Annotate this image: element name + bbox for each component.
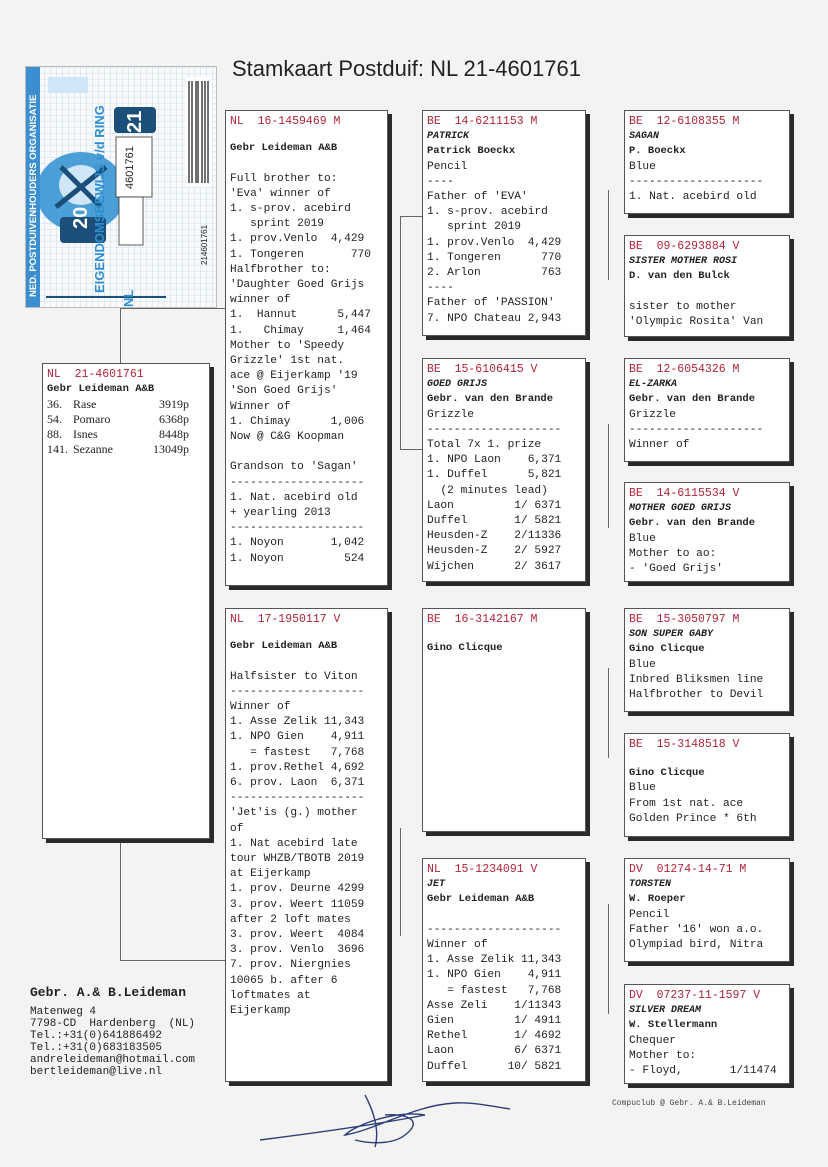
mmf-owner: W. Roeper (629, 893, 686, 906)
card-line: Olympiad bird, Nitra (629, 939, 764, 952)
card-line: 3. prov. Weert 11059 (230, 898, 365, 911)
card-line: 7. NPO Chateau 2,943 (427, 312, 562, 325)
card-line: Full brother to: (230, 172, 338, 185)
card-line: 1. Hannut 5,447 (230, 309, 371, 322)
main-results (47, 397, 205, 457)
card-line: Laon 6/ 6371 (427, 1045, 562, 1058)
result-place: 54. (47, 412, 62, 427)
card-line: -------------------- (230, 792, 365, 805)
card-line: 10065 b. after 6 (230, 974, 338, 987)
card-line: = fastest 7,768 (427, 984, 562, 997)
card-line: Halfbrother to Devil (629, 689, 764, 702)
card-line: 'Jet'is (g.) mother (230, 807, 358, 820)
main-card (42, 363, 210, 839)
ring-certificate (25, 66, 217, 308)
card-line: 1. Duffel 5,821 (427, 469, 562, 482)
org-name: NED. POSTDUIVENHOUDERS ORGANISATIE (28, 94, 39, 297)
mff-ring: BE 15-3050797 M (629, 613, 740, 626)
card-line: Eijerkamp (230, 1005, 291, 1018)
fmf-card (624, 358, 790, 462)
connector-mother (120, 840, 225, 961)
ffm-lines (629, 285, 785, 331)
fmm-lines (629, 532, 785, 578)
card-line: (2 minutes lead) (427, 484, 548, 497)
card-line: Blue (629, 532, 656, 545)
mmm-name: SILVER DREAM (629, 1005, 702, 1017)
card-line: 1. Noyon 1,042 (230, 537, 365, 550)
card-line: -------------------- (230, 476, 365, 489)
card-line: 1. Tongeren 770 (230, 248, 371, 261)
card-line: Chequer (629, 1034, 676, 1047)
card-line: -------------------- (629, 423, 764, 436)
fmf-ring: BE 12-6054326 M (629, 363, 740, 376)
result-race: Pomaro (73, 412, 111, 427)
card-line: Asse Zeli 1/11343 (427, 999, 562, 1012)
mother-card (225, 608, 388, 1082)
card-line: 'Olympic Rosita' Van (629, 316, 764, 329)
card-line: Mother to 'Speedy (230, 339, 345, 352)
mf-owner: Gino Clicque (427, 642, 503, 655)
ffm-card (624, 235, 790, 337)
mmm-owner: W. Stellermann (629, 1019, 718, 1032)
barcode-number: 214601761 (200, 224, 209, 265)
mother-owner: Gebr Leideman A&B (230, 640, 338, 653)
card-line: Duffel 1/ 5821 (427, 515, 562, 528)
card-line: Gien 1/ 4911 (427, 1015, 562, 1028)
mff-owner: Gino Clicque (629, 643, 705, 656)
page-title: Stamkaart Postduif: NL 21-4601761 (232, 56, 581, 81)
result-race: Rase (73, 397, 97, 412)
card-line: 1. NPO Gien 4,911 (427, 969, 562, 982)
connector-mother-parents (400, 828, 423, 936)
card-line: Halfbrother to: (230, 263, 331, 276)
mmf-name: TORSTEN (629, 879, 672, 891)
connector-fm (608, 424, 625, 528)
ffm-owner: D. van den Bulck (629, 270, 730, 283)
fff-lines (629, 160, 785, 206)
card-line: ---- (427, 282, 454, 295)
connector-ff (608, 190, 625, 280)
mmm-lines (629, 1034, 785, 1080)
mmf-card (624, 858, 790, 962)
card-line: = fastest 7,768 (230, 746, 365, 759)
mfm-owner: Gino Clicque (629, 767, 705, 780)
father-lines (230, 156, 383, 566)
certificate-graphic (26, 67, 216, 307)
card-line: 6. prov. Laon 6,371 (230, 777, 365, 790)
card-line: 3. prov. Weert 4084 (230, 929, 365, 942)
fm-ring: BE 15-6106415 V (427, 363, 538, 376)
result-row (47, 397, 205, 412)
ring-heading: EIGENDOMSBEWIJS v/d RING (92, 105, 107, 293)
connector-mf (608, 668, 625, 758)
card-line: 1. Nat acebird late (230, 837, 358, 850)
mm-lines (427, 908, 581, 1075)
card-line: Halfsister to Viton (230, 670, 358, 683)
year-left: 20 (70, 206, 92, 229)
ff-card (422, 110, 586, 336)
card-line: Pencil (427, 160, 468, 173)
connector-father-parents (400, 216, 423, 450)
result-points: 6368p (159, 412, 189, 427)
ring-number: 4601761 (124, 146, 136, 189)
card-line: 1. prov.Rethel 4,692 (230, 761, 365, 774)
card-line (230, 445, 383, 460)
card-line: Laon 1/ 6371 (427, 499, 562, 512)
card-line: 1. NPO Gien 4,911 (230, 731, 365, 744)
result-race: Sezanne (73, 442, 113, 457)
card-line: Golden Prince * 6th (629, 812, 757, 825)
breeder-city: 7798-CD Hardenberg (NL) (30, 1018, 196, 1030)
mm-owner: Gebr Leideman A&B (427, 893, 535, 906)
card-line: 1. Nat. acebird old (230, 491, 358, 504)
card-line: Total 7x 1. prize (427, 439, 542, 452)
credit-line: Compuclub @ Gebr. A.& B.Leideman (612, 1099, 766, 1108)
ffm-ring: BE 09-6293884 V (629, 240, 740, 253)
ff-owner: Patrick Boeckx (427, 145, 516, 158)
card-line: at Eijerkamp (230, 868, 311, 881)
card-line: Mother to ao: (629, 547, 717, 560)
card-line: 2. Arlon 763 (427, 267, 562, 280)
card-line: -------------------- (629, 175, 764, 188)
result-row (47, 427, 205, 442)
connector-mm (608, 904, 625, 1014)
fm-card (422, 358, 586, 582)
connector-father (120, 308, 225, 365)
card-line: Blue (629, 160, 656, 173)
result-points: 13049p (153, 442, 189, 457)
father-owner: Gebr Leideman A&B (230, 142, 338, 155)
fmm-name: MOTHER GOED GRIJS (629, 503, 732, 515)
card-line: Heusden-Z 2/ 5927 (427, 545, 562, 558)
card-line: Grandson to 'Sagan' (230, 461, 358, 474)
card-line: Winner of (230, 701, 291, 714)
mmf-ring: DV 01274-14-71 M (629, 863, 747, 876)
card-line: -------------------- (230, 522, 365, 535)
card-line: Winner of (427, 939, 488, 952)
fmf-owner: Gebr. van den Brande (629, 393, 756, 406)
card-line: 1. prov.Venlo 4,429 (230, 233, 365, 246)
card-line: Winner of (629, 439, 690, 452)
breeder-tel2: Tel.:+31(0)683183505 (30, 1042, 163, 1054)
ff-lines (427, 160, 581, 327)
card-line: Blue (629, 782, 656, 795)
breeder-street: Matenweg 4 (30, 1006, 97, 1018)
breeder-email1: andreleideman@hotmail.com (30, 1054, 196, 1066)
card-line: From 1st nat. ace (629, 797, 744, 810)
card-line: 'Son Goed Grijs' (230, 385, 338, 398)
card-line: of (230, 822, 244, 835)
result-place: 36. (47, 397, 62, 412)
fff-name: SAGAN (629, 131, 660, 143)
card-line (629, 285, 785, 300)
card-line: -------------------- (230, 685, 365, 698)
fmm-ring: BE 14-6115534 V (629, 487, 740, 500)
mff-name: SON SUPER GABY (629, 629, 714, 641)
card-line: Mother to: (629, 1049, 697, 1062)
card-line: winner of (230, 294, 291, 307)
fmf-name: EL-ZARKA (629, 379, 678, 391)
result-points: 8448p (159, 427, 189, 442)
result-race: Isnes (73, 427, 98, 442)
mff-lines (629, 658, 785, 704)
card-line: Rethel 1/ 4692 (427, 1030, 562, 1043)
card-line: Now @ C&G Koopman (230, 431, 345, 444)
mfm-ring: BE 15-3148518 V (629, 738, 740, 751)
card-line: Father of 'EVA' (427, 191, 528, 204)
ff-ring: BE 14-6211153 M (427, 115, 538, 128)
card-line: after 2 loft mates (230, 913, 351, 926)
card-line: + yearling 2013 (230, 507, 331, 520)
card-line: Father of 'PASSION' (427, 297, 555, 310)
card-line: - 'Goed Grijs' (629, 563, 723, 576)
card-line: 1. NPO Laon 6,371 (427, 454, 562, 467)
card-line: sprint 2019 (427, 221, 521, 234)
card-line: 1. Asse Zelik 11,343 (427, 954, 562, 967)
fmm-card (624, 482, 790, 582)
card-line: 1. s-prov. acebird (427, 206, 548, 219)
card-line: Winner of (230, 400, 291, 413)
mff-card (624, 608, 790, 712)
card-line (230, 156, 383, 171)
card-line: sprint 2019 (230, 218, 324, 231)
mm-card (422, 858, 586, 1082)
card-line: 1. Tongeren 770 (427, 251, 562, 264)
card-line: sister to mother (629, 300, 737, 313)
card-line: Grizzle (427, 408, 474, 421)
father-ring: NL 16-1459469 M (230, 115, 341, 128)
card-line: Duffel 10/ 5821 (427, 1060, 562, 1073)
result-points: 3919p (159, 397, 189, 412)
mf-card (422, 608, 586, 832)
card-line: 7. prov. Niergnies (230, 959, 351, 972)
mother-ring: NL 17-1950117 V (230, 613, 341, 626)
main-ring: NL 21-4601761 (47, 368, 144, 381)
breeder-info (30, 985, 220, 1078)
card-line: Grizzle (629, 408, 676, 421)
card-line: Wijchen 2/ 3617 (427, 560, 562, 573)
card-line: Blue (629, 658, 656, 671)
breeder-email2: bertleideman@live.nl (30, 1066, 163, 1078)
card-line: Heusden-Z 2/11336 (427, 530, 562, 543)
card-line: Grizzle' 1st nat. (230, 355, 345, 368)
card-line: tour WHZB/TBOTB 2019 (230, 853, 365, 866)
card-line: 1. Nat. acebird old (629, 191, 757, 204)
card-line: -------------------- (427, 423, 562, 436)
mfm-lines (629, 781, 785, 827)
fmf-lines (629, 408, 785, 454)
signature (255, 1085, 525, 1155)
card-line: 1. Noyon 524 (230, 552, 365, 565)
mm-name: JET (427, 879, 446, 891)
card-line (230, 654, 383, 669)
card-line: - Floyd, 1/11474 (629, 1065, 777, 1078)
mf-ring: BE 16-3142167 M (427, 613, 538, 626)
card-line: 1. s-prov. acebird (230, 203, 351, 216)
card-line: loftmates at (230, 989, 311, 1002)
card-line: 1. prov.Venlo 4,429 (427, 236, 562, 249)
result-row (47, 442, 205, 457)
mmm-ring: DV 07237-11-1597 V (629, 989, 761, 1002)
card-line: 1. Asse Zelik 11,343 (230, 716, 365, 729)
result-row (47, 412, 205, 427)
mfm-card (624, 733, 790, 837)
mm-ring: NL 15-1234091 V (427, 863, 538, 876)
ff-name: PATRICK (427, 131, 470, 143)
breeder-tel1: Tel.:+31(0)641886492 (30, 1030, 163, 1042)
result-place: 141. (47, 442, 68, 457)
fff-ring: BE 12-6108355 M (629, 115, 740, 128)
card-line: ace @ Eijerkamp '19 (230, 370, 358, 383)
fff-owner: P. Boeckx (629, 145, 686, 158)
card-line: 1. Chimay 1,006 (230, 415, 365, 428)
card-line: Inbred Bliksmen line (629, 673, 764, 686)
card-line: 1. prov. Deurne 4299 (230, 883, 365, 896)
mmm-card (624, 984, 790, 1084)
fm-owner: Gebr. van den Brande (427, 393, 554, 406)
card-line: 'Eva' winner of (230, 187, 331, 200)
fff-card (624, 110, 790, 214)
result-place: 88. (47, 427, 62, 442)
card-line: Pencil (629, 908, 670, 921)
card-line (427, 908, 581, 923)
card-line: 'Daughter Goed Grijs (230, 279, 365, 292)
fm-lines (427, 408, 581, 575)
card-line: Father '16' won a.o. (629, 923, 764, 936)
country-code: NL (121, 289, 136, 307)
main-owner: Gebr Leideman A&B (47, 383, 155, 396)
card-line: 3. prov. Venlo 3696 (230, 944, 365, 957)
card-line: -------------------- (427, 923, 562, 936)
mmf-lines (629, 908, 785, 954)
card-line: 1. Chimay 1,464 (230, 324, 371, 337)
year-right: 21 (124, 110, 146, 133)
card-line: ---- (427, 175, 454, 188)
mother-lines (230, 654, 383, 1019)
ffm-name: SISTER MOTHER ROSI (629, 256, 738, 268)
father-card (225, 110, 388, 586)
fmm-owner: Gebr. van den Brande (629, 517, 756, 530)
fm-name: GOED GRIJS (427, 379, 488, 391)
breeder-name: Gebr. A.& B.Leideman (30, 985, 187, 1000)
